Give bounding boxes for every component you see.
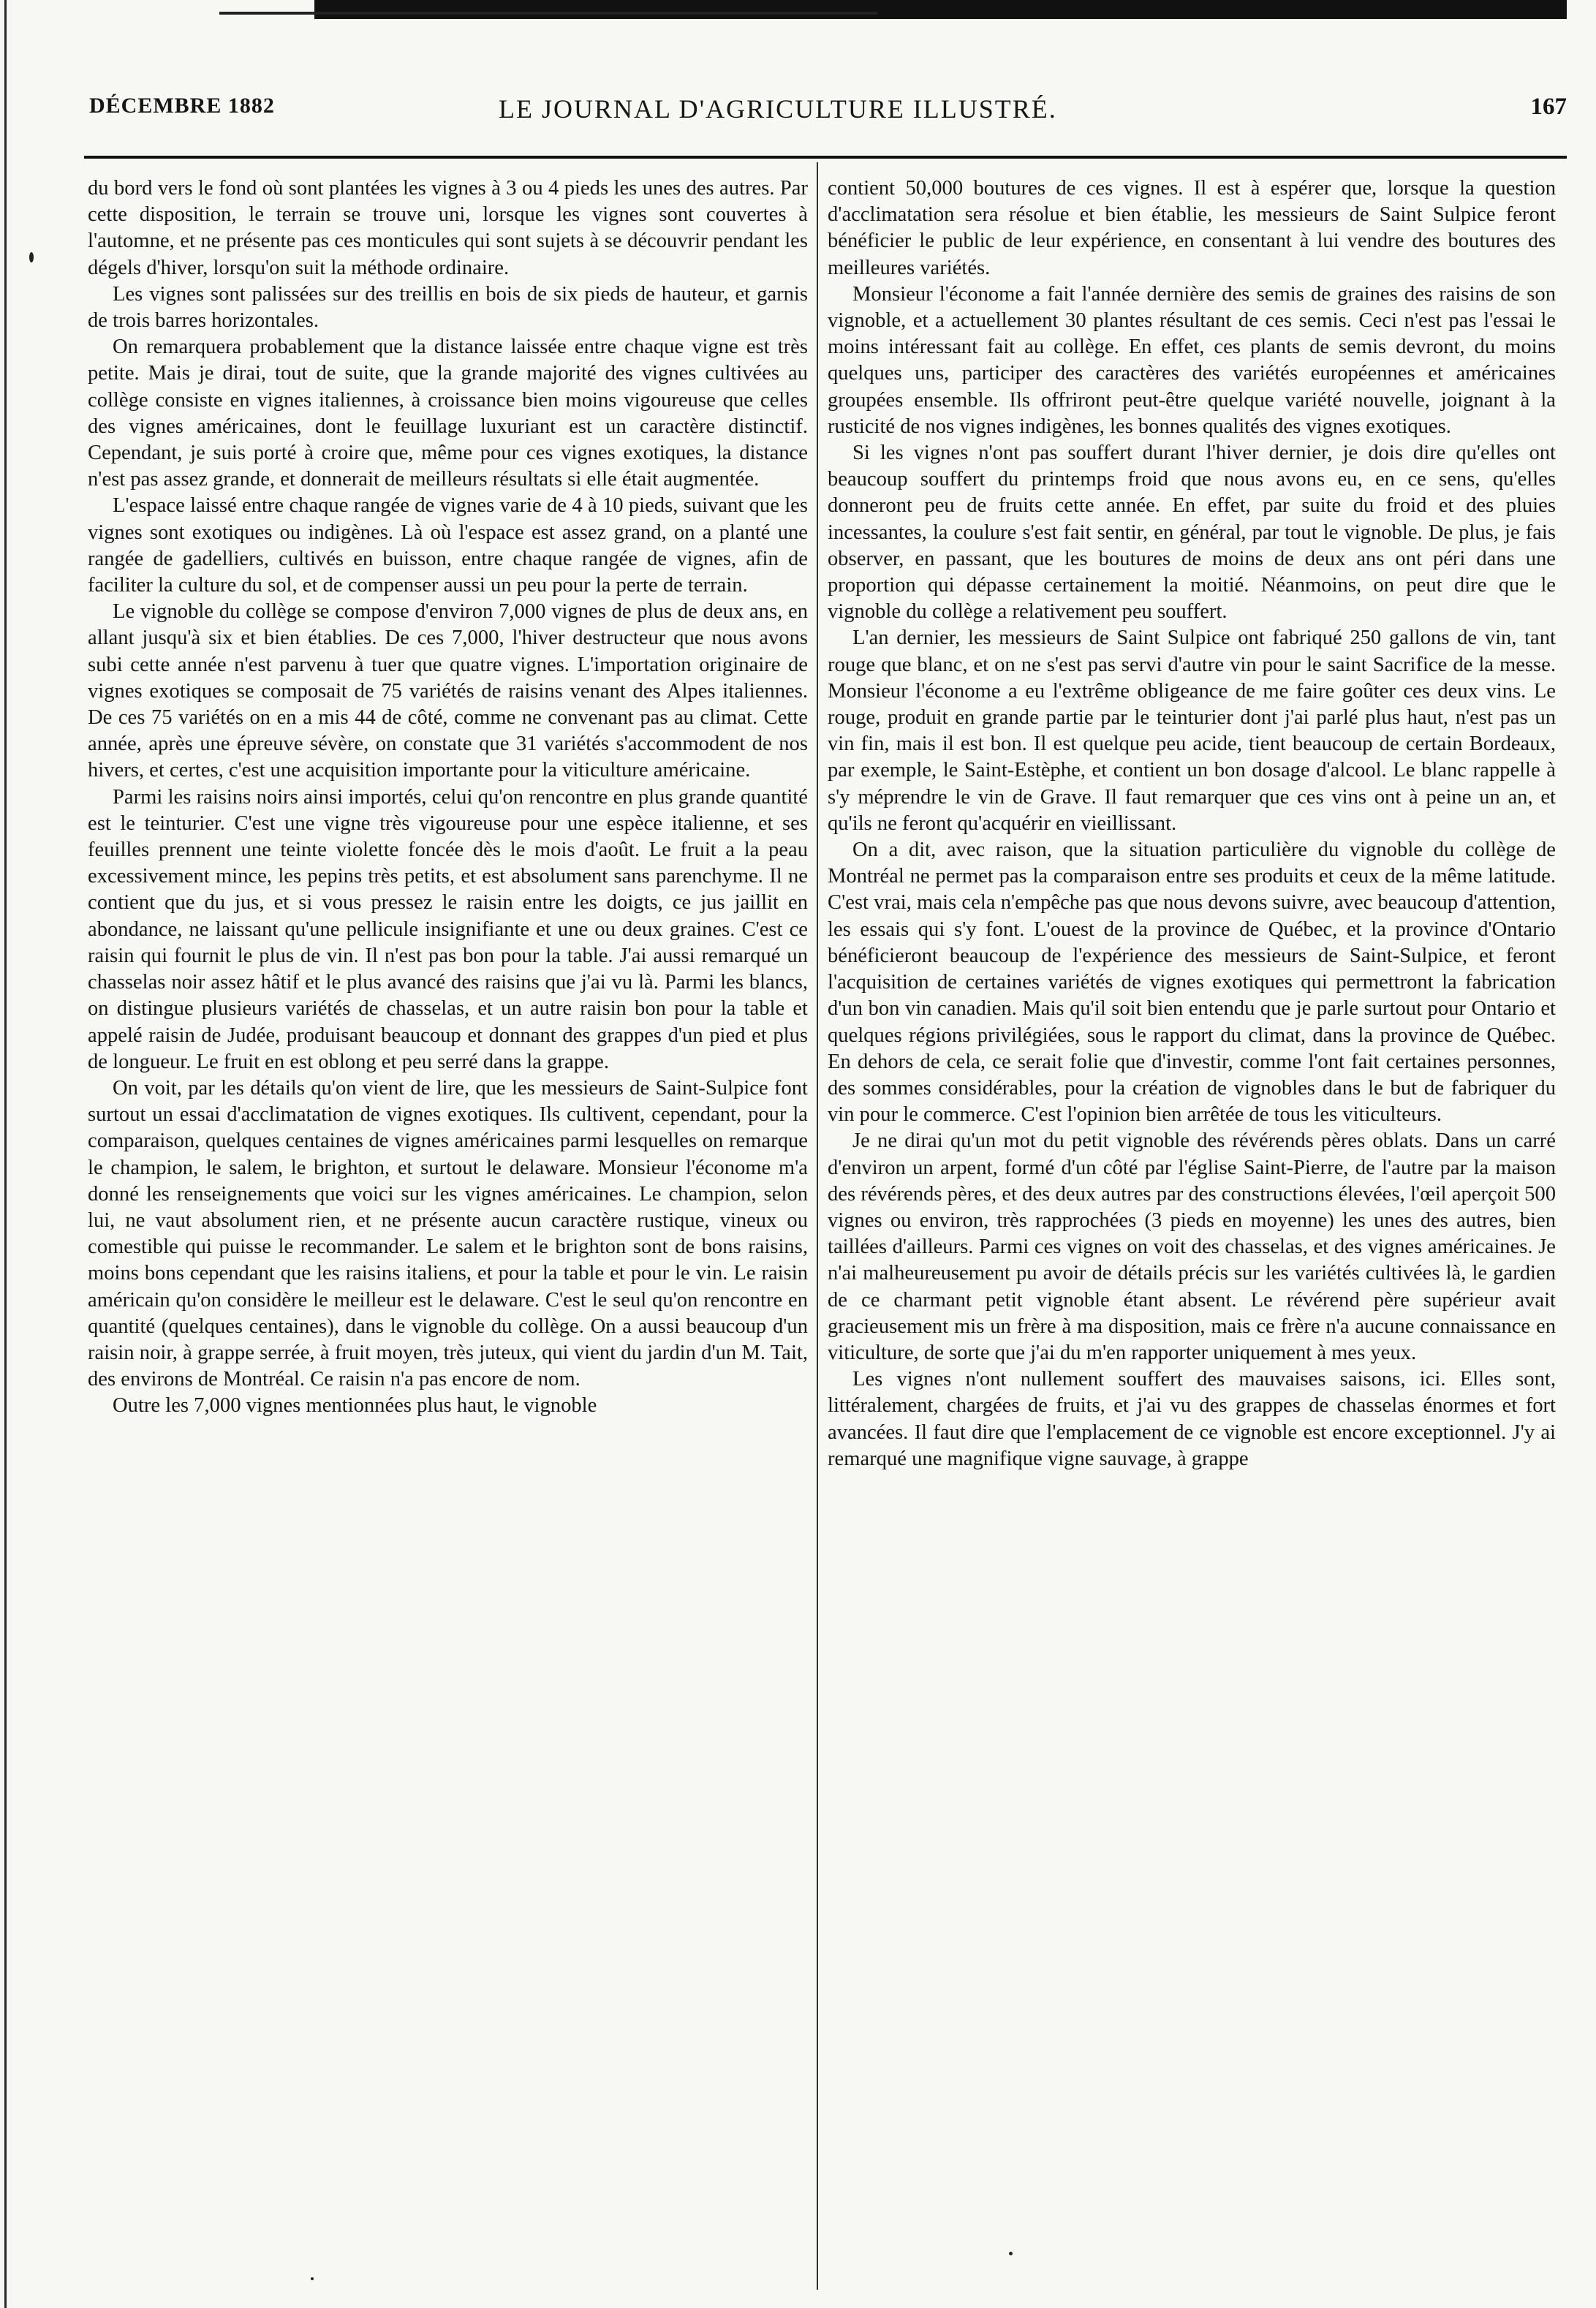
scan-left-edge (4, 0, 7, 2308)
header-rule (84, 156, 1567, 159)
left-column (88, 175, 808, 2296)
paragraph: Parmi les raisins noirs ainsi importés, celui qu'on rencontre en plus grande quantité est le teinturier. C'est une vigne très vigoureuse pour une espèce italienne, et ses feuilles prennent une teinte violette foncée dès le mois d'août. Le fruit a la peau excessivement mince, les pepins très petits, et est absolument sans parenchyme. Il ne contient que du jus, et si vous pressez le raisin entre les doigts, ce jus jaillit en abondance, ne laissant qu'une pellicule insignifiante et une ou deux graines. C'est ce raisin qui fournit le plus de vin. Il n'est pas bon pour la table. J'ai aussi remarqué un chasselas noir assez hâtif et le plus avancé des raisins que j'ai vu là. Parmi les blancs, on distingue plusieurs variétés de chasselas, et un autre raisin bon pour la table et appelé raisin de Judée, produisant beaucoup et donnant des grappes d'un pied et plus de longueur. Le fruit en est oblong et peu serré dans la grappe. (88, 785, 808, 1073)
scan-top-bar (314, 0, 1567, 19)
paragraph: L'an dernier, les messieurs de Saint Sulpice ont fabriqué 250 gallons de vin, tant rouge que blanc, et on ne s'est pas servi d'autre vin pour le saint Sacrifice de la messe. Monsieur l'économe a eu l'extrême obligeance de me faire goûter ces deux vins. Le rouge, produit en grande partie par le teinturier dont j'ai parlé plus haut, n'est pas un vin fin, mais il est bon. Il est quelque peu acide, tient beaucoup de certain Bordeaux, par exemple, le Saint-Estèphe, et contient un bon dosage d'alcool. Le blanc rappelle à s'y méprendre le vin de Grave. Il faut remarquer que ces vins ont à peine un an, et qu'ils ne feront qu'acquérir en vieillissant. (828, 627, 1556, 835)
paragraph: Si les vignes n'ont pas souffert durant l'hiver dernier, je dois dire qu'elles ont beaucoup souffert du printemps froid que nous avons eu, en ce sens, qu'elles donneront peu de fruits cette année. En effet, par suite du froid et des pluies incessantes, la coulure s'est fait sentir, en général, par tout le vignoble. De plus, je fais observer, en passant, que les boutures de moins de deux ans ont péri dans une proportion qui dépasse certainement la moitié. Néanmoins, on peut dire que le vignoble du collège a relativement peu souffert. (828, 442, 1556, 624)
page-number: 167 (1530, 94, 1567, 120)
scan-top-line (219, 12, 877, 15)
paragraph: L'espace laissé entre chaque rangée de vignes varie de 4 à 10 pieds, suivant que les vignes sont exotiques ou indigènes. Là où l'espace est assez grand, on a planté une rangée de gadelliers, cultivés en buisson, entre chaque rangée de vignes, afin de faciliter la culture du sol, et de compenser aussi un peu pour la perte de terrain. (88, 494, 808, 597)
right-column (828, 175, 1556, 2296)
paragraph: Outre les 7,000 vignes mentionnées plus haut, le vignoble (113, 1394, 597, 1418)
paragraph: Le vignoble du collège se compose d'environ 7,000 vignes de plus de deux ans, en allant jusqu'à six et bien établies. De ces 7,000, l'hiver destructeur que nous avons subi cette année n'est parvenu à tuer que quatre vignes. L'importation originaire de vignes exotiques se composait de 75 variétés de raisins venant des Alpes italiennes. De ces 75 variétés on en a mis 44 de côté, comme ne convenant pas au climat. Cette année, après une épreuve sévère, on constate que 31 variétés s'accommodent de nos hivers, et certes, c'est une acquisition importante pour la viticulture américaine. (88, 600, 808, 782)
paragraph: On a dit, avec raison, que la situation particulière du vignoble du collège de Montréal ne permet pas la comparaison entre ses produits et ceux de la même latitude. C'est vrai, mais cela n'empêche pas que nous devons suivre, avec beaucoup d'attention, les essais qui s'y font. L'ouest de la province de Québec, et la province d'Ontario bénéficieront beaucoup de l'expérience des messieurs de Saint-Sulpice, et feront l'acquisition de certaines variétés de vignes exotiques qui permettront la fabrication d'un bon vin canadien. Mais qu'il soit bien entendu que je parle surtout pour Ontario et quelques régions privilégiées, sous le rapport du climat, dans la province de Québec. En dehors de cela, ce serait folie que d'investir, comme l'ont fait certaines personnes, des sommes considérables, pour la création de vignobles dans le but de fabriquer du vin pour le commerce. C'est l'opinion bien arrêtée de tous les viticulteurs. (828, 839, 1556, 1127)
scan-speck (1009, 2252, 1013, 2255)
paragraph: Monsieur l'économe a fait l'année dernière des semis de graines des raisins de son vignoble, et a actuellement 30 plantes résultant de ces semis. Ceci n'est pas l'essai le moins intéressant fait au collège. En effet, ces plants de semis devront, du moins quelques uns, participer des caractères des variétés européennes et américaines groupées ensemble. Ils offriront peut-être quelque variété nouvelle, joignant à la rusticité de nos vignes indigènes, les bonnes qualités des vignes exotiques. (828, 282, 1556, 438)
paragraph: du bord vers le fond où sont plantées les vignes à 3 ou 4 pieds les unes des autres. Par cette disposition, le terrain se trouve uni, lorsque les vignes sont couvertes à l'automne, et ne présente pas ces monticules qui sont sujets à se découvrir pendant les dégels d'hiver, lorsqu'on suit la méthode ordinaire. (88, 177, 808, 279)
scan-speck (29, 252, 34, 262)
scan-speck (311, 2277, 314, 2280)
paragraph: Les vignes n'ont nullement souffert des mauvaises saisons, ici. Elles sont, littéralement, chargées de fruits, et j'ai vu des grappes de chasselas énormes et fort avancées. Il faut dire que l'emplacement de ce vignoble est encore exceptionnel. J'y ai remarqué une magnifique vigne sauvage, à grappe (828, 1368, 1556, 1470)
journal-title: LE JOURNAL D'AGRICULTURE ILLUSTRÉ. (499, 94, 1057, 124)
column-divider (817, 162, 818, 2290)
paragraph: Les vignes sont palissées sur des treillis en bois de six pieds de hauteur, et garnis de trois barres horizontales. (88, 282, 808, 333)
page-header (89, 94, 1567, 137)
paragraph: On voit, par les détails qu'on vient de lire, que les messieurs de Saint-Sulpice font surtout un essai d'acclimatation de vignes exotiques. Ils cultivent, cependant, pour la comparaison, quelques centaines de vignes américaines parmi lesquelles on remarque le champion, le salem, le brighton, et surtout le delaware. Monsieur l'économe m'a donné les renseignements que voici sur les vignes américaines. Le champion, selon lui, ne vaut absolument rien, et ne présente aucun caractère rustique, vineux ou comestible qui puisse le recommander. Le salem et le brighton sont de bons raisins, moins bons cependant que les raisins italiens, et pour la table et pour le vin. Le raisin américain qu'on considère le meilleur est le delaware. C'est le seul qu'on rencontre en quantité (quelques centaines), dans le vignoble du collège. On a aussi beaucoup d'un raisin noir, à grappe serrée, à fruit moyen, très juteux, qui vient du jardin d'un M. Tait, des environs de Montréal. Ce raisin n'a pas encore de nom. (88, 1076, 808, 1391)
paragraph: contient 50,000 boutures de ces vignes. Il est à espérer que, lorsque la question d'acclimatation sera résolue et bien établie, les messieurs de Saint Sulpice feront bénéficier le public de leur expérience, en consentant à lui vendre des boutures des meilleures variétés. (828, 177, 1556, 279)
paragraph: On remarquera probablement que la distance laissée entre chaque vigne est très petite. Mais je dirai, tout de suite, que la grande majorité des vignes cultivées au collège consiste en vignes italiennes, à croissance bien moins vigoureuse que celles des vignes américaines, dont le feuillage luxuriant est un caractère distinctif. Cependant, je suis porté à croire que, même pour ces vignes exotiques, la distance n'est pas assez grande, et donnerait de meilleurs résultats si elle était augmentée. (88, 336, 808, 491)
header-date: DÉCEMBRE 1882 (89, 94, 275, 118)
paragraph: Je ne dirai qu'un mot du petit vignoble des révérends pères oblats. Dans un carré d'environ un arpent, formé d'un côté par l'église Saint-Pierre, de l'autre par la maison des révérends pères, et des deux autres par des constructions élevées, l'œil aperçoit 500 vignes ou environ, très rapprochées (3 pieds en moyenne) les unes des autres, bien taillées d'ailleurs. Parmi ces vignes on voit des chasselas, et des vignes américaines. Je n'ai malheureusement pu avoir de détails précis sur les variétés cultivées là, le gardien de ce charmant petit vignoble étant absent. Le révérend père supérieur avait gracieusement mis un frère à ma disposition, mais ce frère n'a aucune connaissance en viticulture, de sorte que j'ai du m'en rapporter uniquement à mes yeux. (828, 1130, 1556, 1364)
